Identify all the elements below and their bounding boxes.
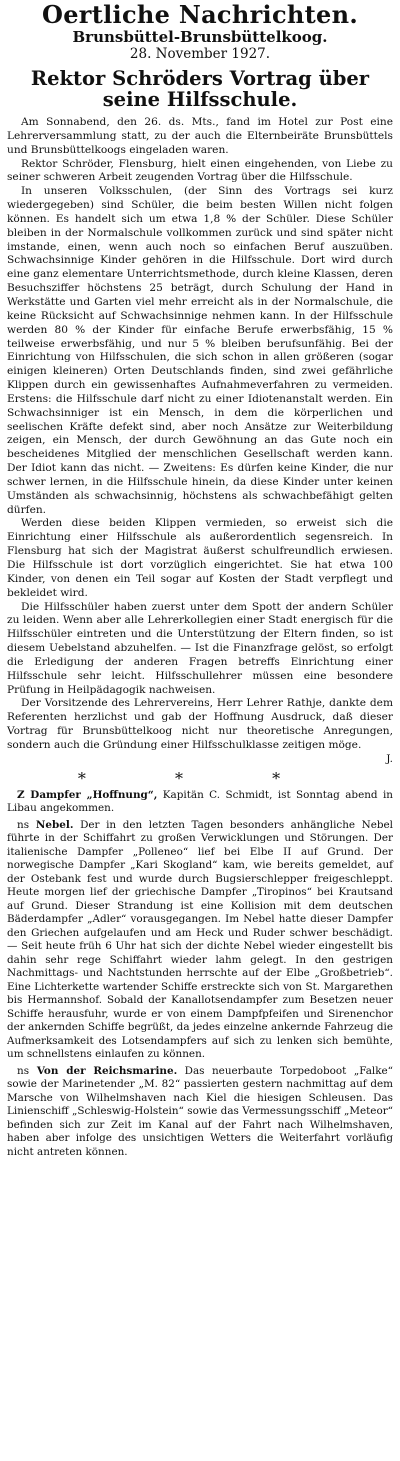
section-divider: * * * xyxy=(77,768,323,788)
news-item-dampfer xyxy=(7,789,393,816)
news-item-lead: Von der Reichsmarine. xyxy=(29,1064,178,1077)
article-signature: J. xyxy=(386,752,393,765)
news-item-text: Der in den letzten Tagen besonders anhängliche Nebel führte in der Schiffahrt zu großen Verwicklungen und Störungen. Der italienische Dampfer „Polleneo“ lief bei Elbe II auf Grund. Der norwegische Dampfer „Kari Skogland“ kam, wie bereits gemeldet, auf der Ostebank fest und wurde durch Bugsierschlepper freigeschleppt. Heute morgen lief der griechische Dampfer „Tiropinos“ bei Krautsand auf Grund. Dieser Strandung ist eine Kollision mit dem deutschen Bäderdampfer „Adler“ vorausgegangen. Im Nebel hatte dieser Dampfer den Griechen aufgelaufen und am Heck und Ruder schwer beschädigt. — Seit heute früh 6 Uhr hat sich der dichte Nebel wieder eingestellt bis dahin sehr rege Schiffahrt wieder lahm gelegt. In den gestrigen Nachmittags- und Nachtstunden herrschte auf der Elbe „Großbetrieb“. Eine Lichterkette wartender Schiffe erstreckte sich von St. Margarethen bis Hermannshof. Sobald der Kanallotsendampfer zum Besetzen neuer Schiffe herausfuhr, wurde er von einem Dampfpfeifen und Sirenenchor der ankernden Schiffe begrüßt, da jedes einzelne ankernde Fahrzeug die Aufmerksamkeit des Lotsendampfers auf sich zu lenken sich bemühte, um schnellstens einlaufen zu können. xyxy=(7,818,394,1061)
article-paragraph: Am Sonnabend, den 26. ds. Mts., fand im Hotel zur Post eine Lehrerversammlung statt, zu der auch die Elternbeiräte Brunsbüttels und Brunsbüttelkoogs eingeladen waren. xyxy=(7,116,393,156)
news-item-prefix: ns xyxy=(17,818,30,831)
news-item-reichsmarine xyxy=(7,1065,393,1160)
section-title: Oertliche Nachrichten. xyxy=(42,0,358,29)
article-paragraph: Die Hilfsschüler haben zuerst unter dem Spott der andern Schüler zu leiden. Wenn aber alle Lehrerkollegien einer Stadt energisch für die Hilfsschüler eintreten und die Unterstützung der Eltern finden, so ist diesem Uebelstand abzuhelfen. — Ist die Finanzfrage gelöst, so erfolgt die Erledigung der anderen Fragen betreffs Einrichtung einer Hilfsschule sehr leicht. Hilfsschullehrer müssen eine besondere Prüfung in Heilpädagogik nachweisen. xyxy=(7,600,393,696)
news-items xyxy=(7,789,393,1160)
article-paragraph: Werden diese beiden Klippen vermieden, so erweist sich die Einrichtung einer Hilfsschule als außerordentlich segensreich. In Flensburg hat sich der Magistrat äußerst schulfreundlich erwiesen. Die Hilfsschule ist dort vorzüglich eingerichtet. Sie hat etwa 100 Kinder, von denen ein Teil sogar auf Kosten der Stadt verpflegt und bekleidet wird. xyxy=(7,517,393,599)
news-item-text: Das neuerbaute Torpedoboot „Falke“ sowie der Marinetender „M. 82“ passierten gestern nachmittag auf dem Marsche von Wilhelmshaven nach Kiel die hiesigen Schleusen. Das Linienschiff „Schleswig-Holstein“ sowie das Vermessungsschiff „Meteor“ befinden sich zur Zeit im Kanal auf der Fahrt nach Wilhelmshaven, haben aber infolge des unsichtigen Wetters die Weiterfahrt vorläufig nicht antreten können. xyxy=(7,1064,393,1158)
article-paragraph: Rektor Schröder, Flensburg, hielt einen eingehenden, von Liebe zu seiner schweren Arbeit zeugenden Vortrag über die Hilfsschule. xyxy=(7,157,393,184)
article-body xyxy=(7,116,393,767)
issue-date: 28. November 1927. xyxy=(129,46,271,62)
news-item-lead: Nebel. xyxy=(29,818,74,831)
news-item-text: Kapitän C. Schmidt, ist Sonntag abend in Libau angekommen. xyxy=(7,788,394,815)
news-item-lead: Z Dampfer „Hoffnung“, xyxy=(17,788,158,801)
article-paragraph: Der Vorsitzende des Lehrervereins, Herr Lehrer Rathje, dankte dem Referenten herzlichst und gab der Hoffnung Ausdruck, daß dieser Vortrag für Brunsbüttelkoog nicht nur theoretische Anregungen, sondern auch die Gründung einer Hilfsschulklasse zeitigen möge. xyxy=(7,697,393,751)
section-subtitle: Brunsbüttel-Brunsbüttelkoog. xyxy=(72,28,328,46)
article-paragraph: In unseren Volksschulen, (der Sinn des Vortrags sei kurz wiedergegeben) sind Schüler, die beim besten Willen nicht folgen können. Es handelt sich um etwa 1,8 % der Schüler. Diese Schüler bleiben in der Normalschule vollkommen zurück und sind später nicht imstande, einen, wenn auch noch so einfachen Beruf auszuüben. Schwachsinnige Kinder gehören in die Hilfsschule. Dort wird durch eine ganz elementare Unterrichtsmethode, durch kleine Klassen, deren Besuchsziffer höchstens 25 beträgt, durch Schulung der Hand in Werkstätte und Garten viel mehr erreicht als in der Normalschule, die keine Rücksicht auf Schwachsinnige nehmen kann. In der Hilfsschule werden 80 % der Kinder für einfache Berufe erwerbsfähig, 15 % teilweise erwerbsfähig, und nur 5 % bleiben berufsunfähig. Bei der Einrichtung von Hilfsschulen, die sich schon in allen größeren (sogar einigen kleineren) Orten Deutschlands finden, sind zwei gefährliche Klippen durch ein gewissenhaftes Aufnahmeverfahren zu vermeiden. Erstens: die Hilfsschule darf nicht zu einer Idiotenanstalt werden. Ein Schwachsinniger ist ein Mensch, in dem die körperlichen und seelischen Kräfte defekt sind, aber noch Ansätze zur Weiterbildung zeigen, ein Mensch, der durch Gewöhnung an das Gute noch ein bescheidenes Mitglied der menschlichen Gesellschaft werden kann. Der Idiot kann das nicht. — Zweitens: Es dürfen keine Kinder, die nur schwer lernen, in die Hilfsschule hinein, da diese Kinder unter keinen Umständen als schwachsinnig, höchstens als schwachbefähigt gelten dürfen. xyxy=(7,185,393,516)
article-headline: Rektor Schröders Vortrag über seine Hilfsschule. xyxy=(30,67,370,111)
news-item-prefix: ns xyxy=(17,1064,30,1077)
news-item-nebel xyxy=(7,819,393,1062)
